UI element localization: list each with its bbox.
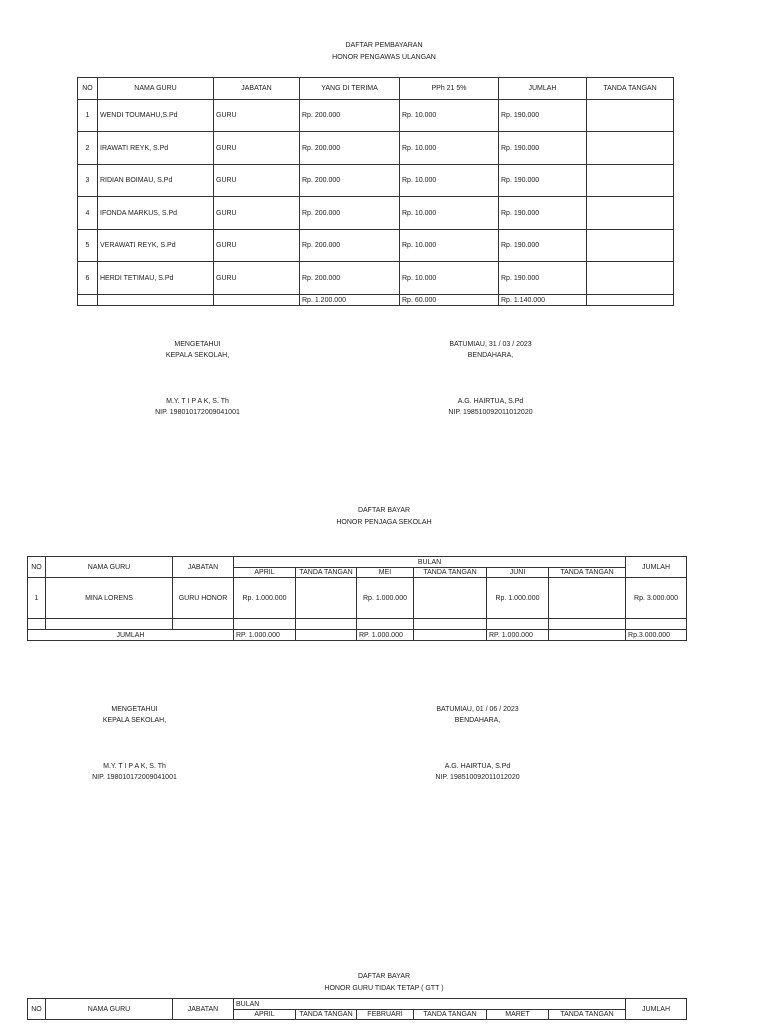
- header-jabatan: JABATAN: [173, 999, 234, 1020]
- blank-cell: [357, 619, 414, 630]
- cell-no: 5: [78, 230, 98, 262]
- doc2-subtitle: HONOR PENJAGA SEKOLAH: [336, 519, 432, 526]
- total-blank: [414, 630, 487, 641]
- cell-diterima: Rp. 200.000: [300, 100, 400, 132]
- cell-diterima: Rp. 200.000: [300, 230, 400, 262]
- cell-juni: Rp. 1.000.000: [487, 578, 549, 619]
- cell-pph: Rp. 10.000: [400, 100, 499, 132]
- doc2-title: DAFTAR BAYAR: [357, 507, 411, 514]
- header-no: NO: [78, 78, 98, 100]
- header-april: APRIL: [234, 568, 296, 578]
- cell-pph: Rp. 10.000: [400, 262, 499, 295]
- total-pph: Rp. 60.000: [400, 295, 499, 306]
- blank-cell: [626, 619, 687, 630]
- doc2-sign-left-name: M.Y. T I P A K, S. Th: [103, 763, 166, 770]
- cell-jumlah: Rp. 190.000: [499, 100, 587, 132]
- doc2-sign-left-line2: KEPALA SEKOLAH,: [102, 717, 167, 724]
- cell-diterima: Rp. 200.000: [300, 197, 400, 230]
- total-jumlah: Rp.3.000.000: [626, 630, 687, 641]
- cell-april: Rp. 1.000.000: [234, 578, 296, 619]
- cell-tanda-tangan: [414, 578, 487, 619]
- doc2-sign-right-nip: NIP. 198510092011012020: [435, 774, 520, 781]
- total-diterima: Rp. 1.200.000: [300, 295, 400, 306]
- cell-jabatan: GURU: [214, 132, 300, 165]
- cell-jumlah: Rp. 190.000: [499, 132, 587, 165]
- header-jumlah: JUMLAH: [499, 78, 587, 100]
- total-jumlah: Rp. 1.140.000: [499, 295, 587, 306]
- total-blank: [587, 295, 674, 306]
- cell-tanda-tangan: [296, 578, 357, 619]
- table-row: [28, 578, 687, 619]
- doc3-title: DAFTAR BAYAR: [357, 973, 411, 980]
- header-mei: MEI: [357, 568, 414, 578]
- cell-no: 4: [78, 197, 98, 230]
- blank-cell: [487, 619, 549, 630]
- cell-mei: Rp. 1.000.000: [357, 578, 414, 619]
- doc1-sign-right-line1: BATUMIAU, 31 / 03 / 2023: [449, 341, 532, 348]
- cell-nama: VERAWATI REYK, S.Pd: [98, 230, 214, 262]
- doc2-payment-table: [27, 556, 687, 641]
- total-mei: RP. 1.000.000: [357, 630, 414, 641]
- header-tanda-tangan: TANDA TANGAN: [549, 568, 626, 578]
- total-blank: [549, 630, 626, 641]
- header-jabatan: JABATAN: [214, 78, 300, 100]
- doc1-sign-left-line1: MENGETAHUI: [174, 341, 221, 348]
- cell-diterima: Rp. 200.000: [300, 262, 400, 295]
- doc1-total-row: [78, 295, 674, 306]
- doc1-sign-left-line2: KEPALA SEKOLAH,: [165, 352, 230, 359]
- cell-nama: IFONDA MARKUS, S.Pd: [98, 197, 214, 230]
- header-pph21: PPh 21 5%: [400, 78, 499, 100]
- cell-no: 3: [78, 165, 98, 197]
- cell-no: 1: [78, 100, 98, 132]
- cell-no: 1: [28, 578, 46, 619]
- total-blank: [78, 295, 98, 306]
- header-juni: JUNI: [487, 568, 549, 578]
- doc2-header-row-1: [28, 557, 687, 568]
- header-no: NO: [28, 557, 46, 578]
- total-april: RP. 1.000.000: [234, 630, 296, 641]
- total-blank: [214, 295, 300, 306]
- cell-no: 2: [78, 132, 98, 165]
- doc3-subtitle: HONOR GURU TIDAK TETAP ( GTT ): [324, 985, 444, 992]
- header-maret: MARET: [487, 1010, 549, 1020]
- header-tanda-tangan: TANDA TANGAN: [414, 1010, 487, 1020]
- cell-tanda-tangan: [587, 197, 674, 230]
- header-no: NO: [28, 999, 46, 1020]
- cell-nama: IRAWATI REYK, S.Pd: [98, 132, 214, 165]
- blank-cell: [414, 619, 487, 630]
- header-bulan: BULAN: [234, 999, 626, 1010]
- header-jumlah: JUMLAH: [626, 557, 687, 578]
- header-nama-guru: NAMA GURU: [98, 78, 214, 100]
- cell-tanda-tangan: [587, 132, 674, 165]
- doc1-header-row: [78, 78, 674, 100]
- doc1-sign-left-name: M.Y. T I P A K, S. Th: [166, 398, 229, 405]
- blank-cell: [296, 619, 357, 630]
- header-nama-guru: NAMA GURU: [46, 557, 173, 578]
- header-jabatan: JABATAN: [173, 557, 234, 578]
- cell-jabatan: GURU: [214, 230, 300, 262]
- header-yang-diterima: YANG DI TERIMA: [300, 78, 400, 100]
- doc3-payment-table: [27, 998, 687, 1020]
- cell-jabatan: GURU: [214, 100, 300, 132]
- table-row: [78, 197, 674, 230]
- cell-pph: Rp. 10.000: [400, 230, 499, 262]
- cell-nama: RIDIAN BOIMAU, S.Pd: [98, 165, 214, 197]
- blank-cell: [549, 619, 626, 630]
- total-juni: RP. 1.000.000: [487, 630, 549, 641]
- table-row: [78, 230, 674, 262]
- blank-cell: [234, 619, 296, 630]
- doc1-sign-right-name: A.G. HAIRTUA, S.Pd: [457, 398, 524, 405]
- cell-no: 6: [78, 262, 98, 295]
- cell-jumlah: Rp. 190.000: [499, 262, 587, 295]
- doc1-sign-left-nip: NIP. 198010172009041001: [155, 409, 240, 416]
- header-jumlah: JUMLAH: [626, 999, 687, 1020]
- header-tanda-tangan: TANDA TANGAN: [296, 568, 357, 578]
- cell-tanda-tangan: [587, 262, 674, 295]
- total-blank: [98, 295, 214, 306]
- doc2-sign-left-nip: NIP. 198010172009041001: [92, 774, 177, 781]
- table-row: [78, 132, 674, 165]
- cell-jabatan: GURU HONOR: [173, 578, 234, 619]
- cell-pph: Rp. 10.000: [400, 197, 499, 230]
- cell-nama: MINA LORENS: [46, 578, 173, 619]
- header-februari: FEBRUARI: [357, 1010, 414, 1020]
- cell-jumlah: Rp. 190.000: [499, 197, 587, 230]
- doc1-sign-right-nip: NIP. 198510092011012020: [448, 409, 533, 416]
- cell-tanda-tangan: [587, 165, 674, 197]
- doc2-sign-right-line2: BENDAHARA,: [454, 717, 501, 724]
- cell-tanda-tangan: [587, 100, 674, 132]
- header-april: APRIL: [234, 1010, 296, 1020]
- cell-nama: HERDI TETIMAU, S.Pd: [98, 262, 214, 295]
- cell-jabatan: GURU: [214, 165, 300, 197]
- doc3-header-row-1: [28, 999, 687, 1010]
- cell-tanda-tangan: [549, 578, 626, 619]
- doc2-blank-row: [28, 619, 687, 630]
- header-tanda-tangan: TANDA TANGAN: [549, 1010, 626, 1020]
- header-tanda-tangan: TANDA TANGAN: [414, 568, 487, 578]
- doc2-total-row: [28, 630, 687, 641]
- header-tanda-tangan: TANDA TANGAN: [587, 78, 674, 100]
- doc1-subtitle: HONOR PENGAWAS ULANGAN: [332, 54, 436, 61]
- doc2-sign-right-line1: BATUMIAU, 01 / 06 / 2023: [436, 706, 519, 713]
- blank-cell: [173, 619, 234, 630]
- doc1-sign-right-line2: BENDAHARA,: [467, 352, 514, 359]
- doc2-sign-right-name: A.G. HAIRTUA, S.Pd: [444, 763, 511, 770]
- cell-jumlah: Rp. 190.000: [499, 165, 587, 197]
- table-row: [78, 100, 674, 132]
- total-label: JUMLAH: [28, 630, 234, 641]
- doc1-title: DAFTAR PEMBAYARAN: [345, 42, 423, 49]
- doc1-payment-table: [77, 77, 674, 306]
- cell-pph: Rp. 10.000: [400, 132, 499, 165]
- cell-nama: WENDI TOUMAHU,S.Pd: [98, 100, 214, 132]
- table-row: [78, 262, 674, 295]
- blank-cell: [28, 619, 46, 630]
- doc2-sign-left-line1: MENGETAHUI: [111, 706, 158, 713]
- cell-tanda-tangan: [587, 230, 674, 262]
- cell-diterima: Rp. 200.000: [300, 132, 400, 165]
- cell-jumlah: Rp. 3.000.000: [626, 578, 687, 619]
- table-row: [78, 165, 674, 197]
- header-nama-guru: NAMA GURU: [46, 999, 173, 1020]
- cell-jabatan: GURU: [214, 262, 300, 295]
- cell-jabatan: GURU: [214, 197, 300, 230]
- cell-diterima: Rp. 200.000: [300, 165, 400, 197]
- blank-cell: [46, 619, 173, 630]
- header-bulan: BULAN: [234, 557, 626, 568]
- cell-pph: Rp. 10.000: [400, 165, 499, 197]
- total-blank: [296, 630, 357, 641]
- header-tanda-tangan: TANDA TANGAN: [296, 1010, 357, 1020]
- cell-jumlah: Rp. 190.000: [499, 230, 587, 262]
